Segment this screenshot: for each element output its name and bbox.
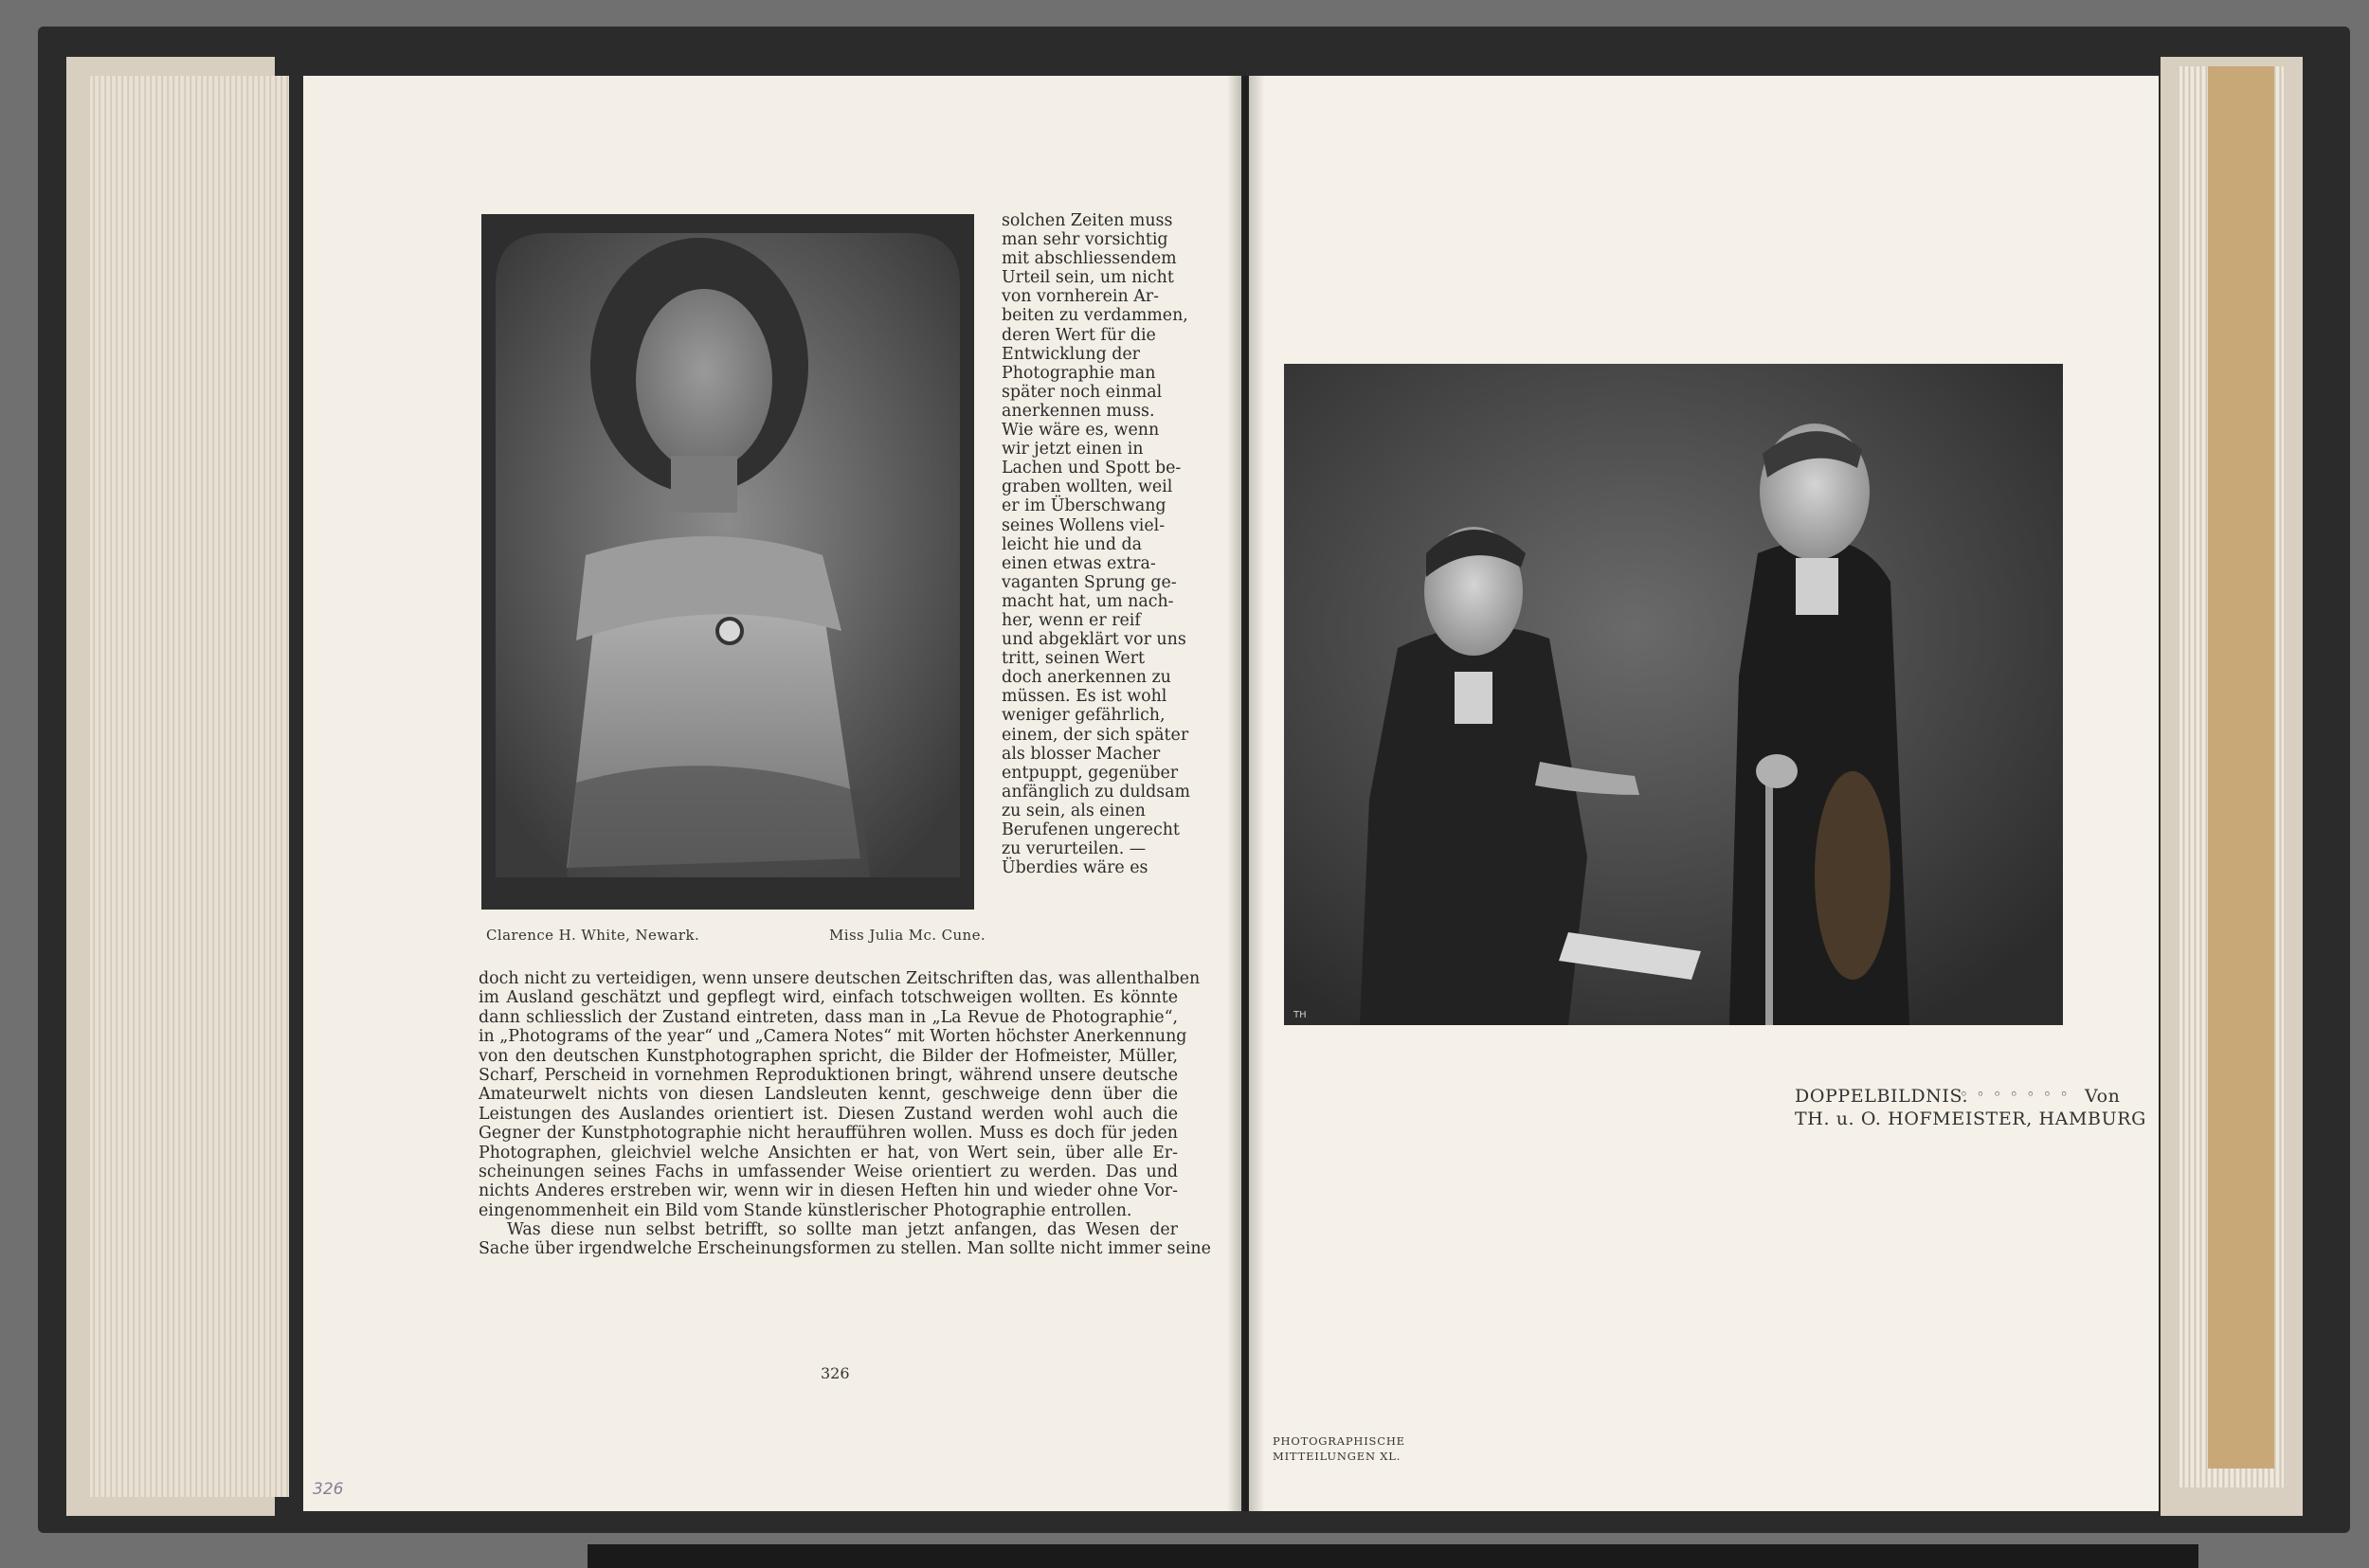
text-line: Sache über irgendwelche Erscheinungsformen zu stellen. Man sollte nicht immer seine [479,1239,1211,1259]
plate-caption-dots: ◦ ◦ ◦ ◦ ◦ ◦ ◦ [1960,1086,2071,1103]
text-line: in „Photograms of the year“ und „Camera Notes“ mit Worten höchster Anerkennung [479,1027,1187,1047]
text-line: mit abschliessendem [1002,249,1177,269]
text-line: Was diese nun selbst betrifft, so sollte man jetzt anfangen, das Wesen der [507,1220,1178,1239]
text-line: leicht hie und da [1002,534,1143,554]
text-line: doch anerkennen zu [1002,668,1171,688]
text-line: anfänglich zu duldsam [1002,782,1190,802]
double-portrait-photograph [1284,364,2063,1025]
text-line: von vornherein Ar- [1002,287,1159,307]
text-line: deren Wert für die [1002,325,1156,345]
text-line: Urteil sein, um nicht [1002,268,1174,288]
book-gutter [1227,76,1265,1511]
text-line: solchen Zeiten muss [1002,211,1173,230]
text-line: Gegner der Kunstphotographie nicht heraufführen wollen. Muss es doch für jeden [479,1124,1178,1144]
text-line: man sehr vorsichtig [1002,230,1168,250]
board-edge-right [2208,66,2274,1469]
text-line: er im Überschwang [1002,496,1166,516]
text-line: macht hat, um nach- [1002,591,1174,611]
journal-volume: MITTEILUNGEN XL. [1273,1450,1402,1463]
text-line: tritt, seinen Wert [1002,649,1145,669]
text-line: einen etwas extra- [1002,553,1156,573]
text-line: Leistungen des Auslandes orientiert ist. Diesen Zustand werden wohl auch die [479,1104,1178,1124]
text-line: dann schliesslich der Zustand eintreten, dass man in „La Revue de Photographie“, [479,1007,1178,1027]
text-line: eingenommenheit ein Bild vom Stande künstlerischer Photographie entrollen. [479,1200,1132,1220]
text-line: Amateurwelt nichts von diesen Landsleuten kennt, geschweige denn über die [479,1085,1178,1105]
page-number: 326 [821,1364,850,1382]
text-line: von den deutschen Kunstphotographen spricht, die Bilder der Hofmeister, Müller, [479,1046,1178,1066]
text-line: scheinungen seines Fachs in umfassender Weise orientiert zu werden. Das und [479,1162,1178,1182]
portrait-photograph [481,214,974,910]
text-line: Lachen und Spott be- [1002,459,1182,478]
text-line: müssen. Es ist wohl [1002,687,1167,707]
text-line: seines Wollens viel- [1002,515,1166,535]
text-line: Überdies wäre es [1002,858,1148,878]
text-line: Photographen, gleichviel welche Ansichten er hat, von Wert sein, über alle Er- [479,1143,1178,1162]
text-line: beiten zu verdammen, [1002,306,1188,326]
scan-bottom-bar [588,1544,2198,1568]
text-line: graben wollten, weil [1002,478,1173,497]
plate-caption-von: Von [2085,1086,2121,1107]
journal-footer [1273,1433,1405,1464]
text-line: zu sein, als einen [1002,801,1146,820]
text-line: Entwicklung der [1002,344,1140,364]
text-line: wir jetzt einen in [1002,440,1144,460]
text-line: Wie wäre es, wenn [1002,421,1160,441]
body-paragraph [479,969,1201,1220]
journal-name: PHOTOGRAPHISCHE [1273,1434,1405,1448]
text-line: und abgeklärt vor uns [1002,630,1186,650]
plate-caption-title: DOPPELBILDNIS. [1795,1086,1969,1107]
text-line: nichts Anderes erstreben wir, wenn wir in diesen Heften hin und wieder ohne Vor- [479,1181,1178,1201]
svg-text:TH: TH [1293,1010,1307,1020]
text-line: Berufenen ungerecht [1002,820,1180,839]
text-line: im Ausland geschätzt und gepflegt wird, einfach totschweigen wollten. Es könnte [479,988,1178,1008]
page-edges-left [90,76,289,1497]
text-line: entpuppt, gegenüber [1002,763,1179,783]
text-line: doch nicht zu verteidigen, wenn unsere deutschen Zeitschriften das, was allenthalben [479,969,1201,988]
text-line: zu verurteilen. — [1002,839,1147,859]
text-line: später noch einmal [1002,382,1163,402]
text-line: Photographie man [1002,363,1156,383]
text-line: weniger gefährlich, [1002,706,1166,726]
plate-caption-authors: TH. u. O. HOFMEISTER, HAMBURG [1795,1108,2146,1129]
text-line: Scharf, Perscheid in vornehmen Reproduktionen bringt, während unsere deutsche [479,1066,1178,1086]
narrow-text-column [1002,211,1190,878]
text-line: einem, der sich später [1002,725,1189,745]
text-line: als blosser Macher [1002,744,1161,764]
text-line: vaganten Sprung ge- [1002,572,1177,592]
body-paragraph-2 [479,1220,1211,1259]
photo-caption-photographer: Clarence H. White, Newark. [486,927,700,944]
text-line: anerkennen muss. [1002,401,1155,421]
photo-caption-sitter: Miss Julia Mc. Cune. [829,927,986,944]
text-line: her, wenn er reif [1002,610,1141,630]
pencil-annotation: 326 [313,1480,344,1499]
